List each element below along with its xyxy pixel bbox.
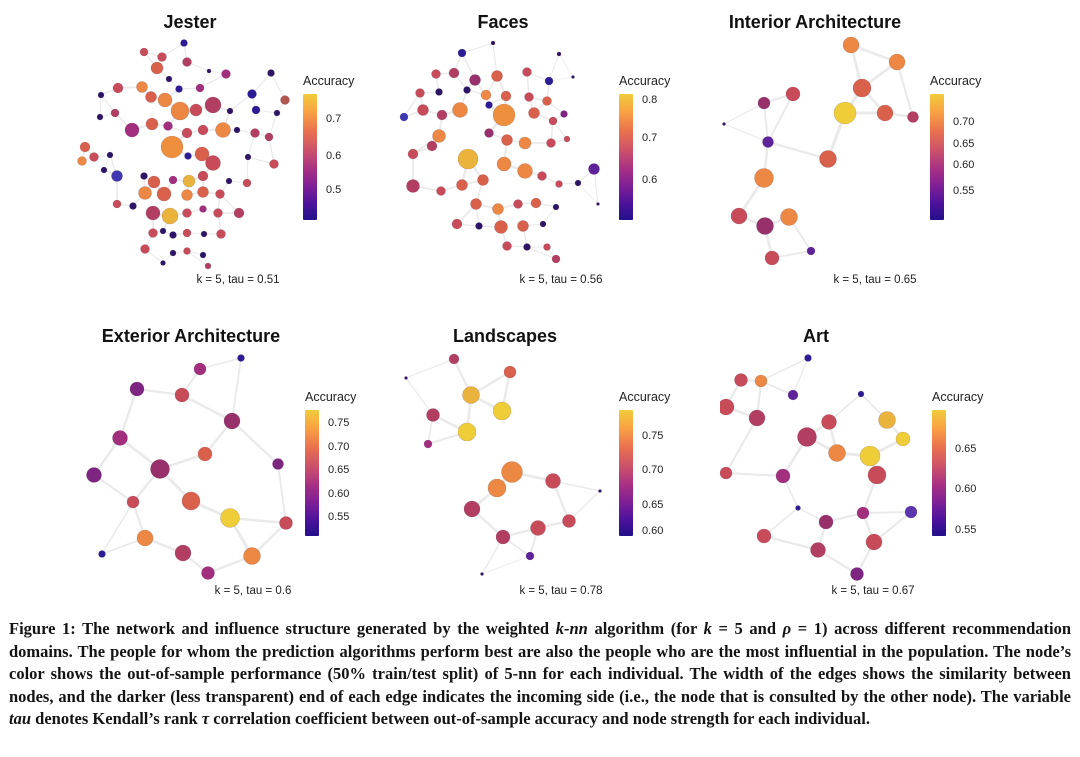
accuracy-colorbar: [932, 410, 946, 536]
colorbar-tick-label: 0.65: [642, 498, 664, 511]
panel-title: Landscapes: [452, 326, 558, 346]
colorbar-tick-label: 0.60: [953, 158, 975, 171]
legend-title: Accuracy: [619, 74, 671, 88]
panel-jester: [0, 0, 360, 306]
legend-title: Accuracy: [619, 390, 671, 404]
colorbar-tick-label: 0.70: [642, 464, 664, 477]
colorbar-tick-label: 0.70: [953, 115, 975, 128]
colorbar-tick-label: 0.65: [953, 138, 975, 151]
panel-stats: k = 5, tau = 0.6: [214, 585, 292, 597]
colorbar-tick-label: 0.60: [328, 488, 350, 501]
colorbar-ticks: [633, 410, 677, 536]
colorbar-ticks: [633, 94, 677, 220]
colorbar-tick-label: 0.60: [642, 524, 664, 537]
accuracy-legend: [305, 390, 367, 536]
accuracy-legend: [303, 74, 365, 220]
colorbar-tick-label: 0.6: [326, 149, 342, 162]
accuracy-colorbar: [305, 410, 319, 536]
colorbar-tick-label: 0.65: [328, 464, 350, 477]
colorbar-tick-label: 0.60: [955, 483, 977, 496]
panel-title: Exterior Architecture: [101, 326, 281, 346]
colorbar-tick-label: 0.55: [953, 185, 975, 198]
panel-faces: [360, 0, 720, 306]
colorbar-tick-label: 0.55: [328, 511, 350, 524]
colorbar-ticks: [946, 410, 990, 536]
figure-caption: [9, 618, 1071, 731]
accuracy-legend: [932, 390, 994, 536]
caption-text: denotes Kendall’s rank: [31, 709, 202, 728]
legend-title: Accuracy: [930, 74, 982, 88]
colorbar-tick-label: 0.5: [326, 183, 342, 196]
accuracy-colorbar: [930, 94, 944, 220]
colorbar-ticks: [317, 94, 361, 220]
colorbar-ticks: [944, 94, 988, 220]
colorbar-tick-label: 0.55: [955, 523, 977, 536]
panel-interior-architecture: [720, 0, 1080, 306]
colorbar-tick-label: 0.75: [642, 430, 664, 443]
caption-text: = 5 and: [711, 619, 783, 638]
panel-title: Faces: [477, 12, 529, 32]
accuracy-colorbar: [303, 94, 317, 220]
caption-italic-term: k: [703, 619, 712, 638]
panel-title: Jester: [163, 12, 217, 32]
accuracy-legend: [930, 74, 992, 220]
panel-title: Interior Architecture: [728, 12, 902, 32]
caption-text: = 1) across different recommendation domains. The people for whom the prediction algorithms perform best are also the people who are the most influential in the population. The node’s color shows the out-of-sample performance (50% train/test split) of 5-nn for each individual. The width of the edges shows the similarity between nodes, and the darker (less transparent) end of each edge indicates the incoming side (i.e., the node that is consulted by the other node). The variable: [9, 619, 1072, 706]
accuracy-colorbar: [619, 94, 633, 220]
colorbar-tick-label: 0.7: [642, 132, 658, 145]
legend-title: Accuracy: [932, 390, 984, 404]
panel-stats: k = 5, tau = 0.67: [831, 585, 915, 597]
colorbar-tick-label: 0.7: [326, 113, 342, 126]
caption-text: algorithm (for: [587, 619, 704, 638]
colorbar-tick-label: 0.75: [328, 416, 350, 429]
colorbar-tick-label: 0.65: [955, 443, 977, 456]
accuracy-legend: [619, 74, 681, 220]
colorbar-tick-label: 0.6: [642, 173, 658, 186]
caption-italic-term: k-nn: [555, 619, 588, 638]
colorbar-ticks: [319, 410, 363, 536]
panel-title: Art: [803, 326, 829, 346]
accuracy-legend: [619, 390, 681, 536]
panel-stats: k = 5, tau = 0.51: [196, 274, 280, 286]
caption-text: correlation coefficient between out-of-sample accuracy and node strength for each individual.: [209, 709, 871, 728]
panel-stats: k = 5, tau = 0.65: [833, 274, 917, 286]
panel-exterior-architecture: [0, 306, 360, 612]
colorbar-tick-label: 0.70: [328, 440, 350, 453]
panel-art: [720, 306, 1080, 612]
caption-italic-term: ρ: [782, 619, 792, 638]
panel-stats: k = 5, tau = 0.56: [519, 274, 603, 286]
caption-text: Figure 1: The network and influence structure generated by the weighted: [9, 619, 556, 638]
caption-italic-term: tau: [9, 709, 32, 728]
network-plot: [720, 0, 1080, 306]
legend-title: Accuracy: [303, 74, 355, 88]
colorbar-tick-label: 0.8: [642, 94, 658, 107]
network-plot: [720, 306, 1080, 612]
legend-title: Accuracy: [305, 390, 357, 404]
accuracy-colorbar: [619, 410, 633, 536]
caption-italic-term: τ: [201, 709, 210, 728]
panel-landscapes: [360, 306, 720, 612]
panel-stats: k = 5, tau = 0.78: [519, 585, 603, 597]
